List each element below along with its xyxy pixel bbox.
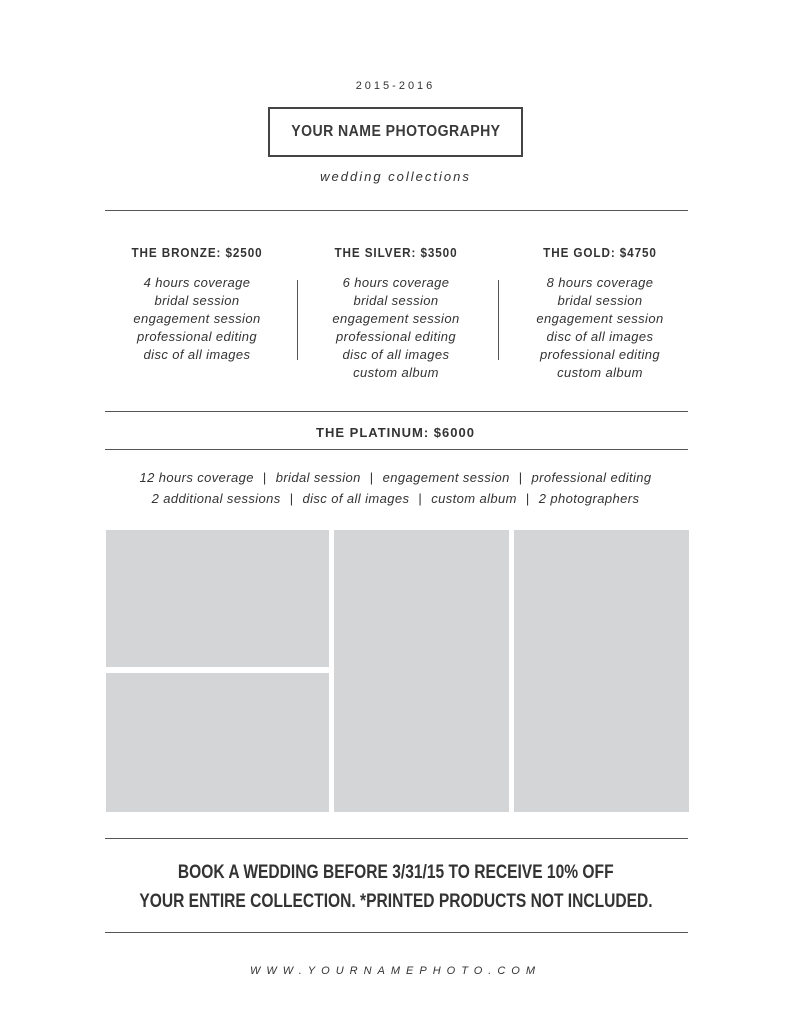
package-gold	[500, 245, 700, 382]
package-item: custom album	[557, 365, 643, 380]
platinum-title: THE PLATINUM: $6000	[316, 425, 475, 440]
column-separator	[498, 280, 499, 360]
platinum-feature: engagement session	[382, 470, 510, 485]
package-item: disc of all images	[546, 329, 654, 344]
platinum-feature: 2 additional sessions	[151, 491, 281, 506]
package-item: disc of all images	[143, 347, 251, 362]
package-item: 8 hours coverage	[546, 275, 654, 290]
package-item: engagement session	[536, 311, 664, 326]
platinum-features-line-1	[0, 470, 791, 485]
website-url: WWW.YOURNAMEPHOTO.COM	[250, 965, 541, 977]
package-item: 4 hours coverage	[143, 275, 251, 290]
platinum-feature: bridal session	[275, 470, 361, 485]
promo-line-1	[0, 862, 791, 884]
brand-name: YOUR NAME PHOTOGRAPHY	[290, 123, 501, 140]
promo-text: YOUR ENTIRE COLLECTION. *PRINTED PRODUCTS NOT INCLUDED.	[138, 891, 653, 912]
feature-separator: |	[525, 491, 530, 506]
package-item: bridal session	[557, 293, 643, 308]
package-item: professional editing	[335, 329, 457, 344]
feature-separator: |	[518, 470, 523, 485]
platinum-feature: 2 photographers	[538, 491, 640, 506]
package-silver	[296, 245, 496, 382]
package-title: THE BRONZE: $2500	[131, 245, 263, 260]
package-item: professional editing	[136, 329, 258, 344]
package-item: disc of all images	[342, 347, 450, 362]
brand-logo-box	[268, 107, 523, 157]
feature-separator: |	[418, 491, 423, 506]
platinum-feature: 12 hours coverage	[139, 470, 254, 485]
promo-text: BOOK A WEDDING BEFORE 3/31/15 TO RECEIVE 10% OFF	[177, 862, 614, 883]
divider-promo-bottom	[105, 932, 688, 933]
platinum-feature: custom album	[431, 491, 517, 506]
year-label: 2015-2016	[355, 80, 436, 92]
package-item: engagement session	[133, 311, 261, 326]
feature-separator: |	[289, 491, 294, 506]
package-item: bridal session	[154, 293, 240, 308]
feature-separator: |	[369, 470, 374, 485]
package-item: bridal session	[353, 293, 439, 308]
divider-platinum-bottom	[105, 449, 688, 450]
platinum-feature: professional editing	[531, 470, 652, 485]
package-item: engagement session	[332, 311, 460, 326]
platinum-features-line-2	[0, 491, 791, 506]
feature-separator: |	[262, 470, 267, 485]
photo-placeholder-center	[334, 530, 509, 812]
package-title: THE SILVER: $3500	[334, 245, 458, 260]
divider-platinum-top	[105, 411, 688, 412]
promo-line-2	[0, 891, 791, 913]
platinum-feature: disc of all images	[302, 491, 410, 506]
package-bronze	[97, 245, 297, 364]
package-item: custom album	[353, 365, 439, 380]
package-item: professional editing	[539, 347, 661, 362]
photo-placeholder-top-left	[106, 530, 329, 667]
divider-promo-top	[105, 838, 688, 839]
divider-top	[105, 210, 688, 211]
photo-placeholder-right	[514, 530, 689, 812]
package-item: 6 hours coverage	[342, 275, 450, 290]
photo-placeholder-bottom-left	[106, 673, 329, 812]
page-subtitle: wedding collections	[320, 169, 471, 184]
package-title: THE GOLD: $4750	[543, 245, 657, 260]
